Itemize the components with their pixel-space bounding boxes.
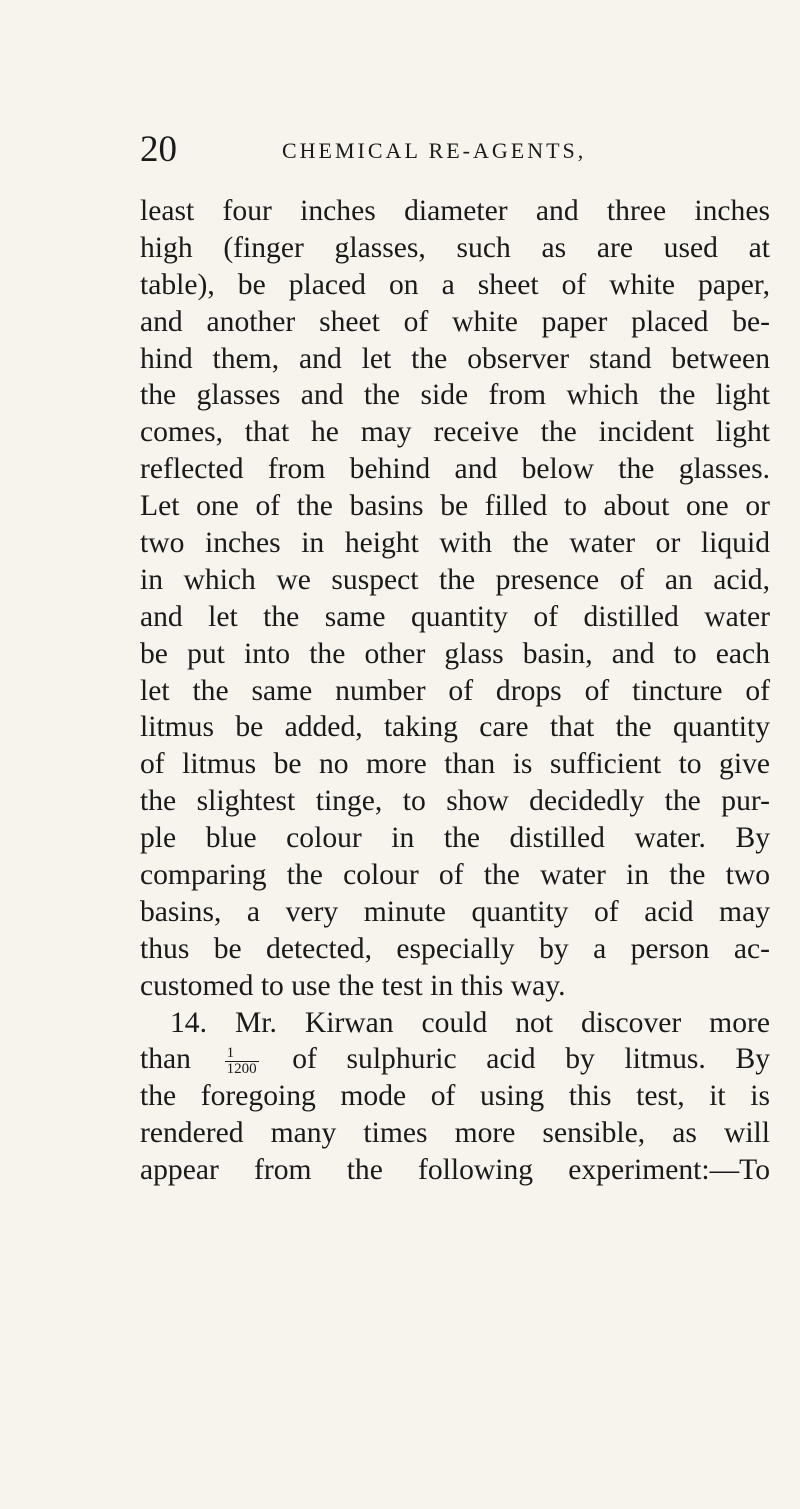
text-line: in which we suspect the presence of an acid, — [140, 563, 770, 596]
text-line: and let the same quantity of distilled water — [140, 600, 770, 633]
running-head: CHEMICAL RE-AGENTS, — [282, 138, 587, 163]
text-line: of litmus be no more than is sufficient to give — [140, 748, 770, 781]
text-line: table), be placed on a sheet of white paper, — [140, 268, 770, 301]
text-line: appear from the following experiment:—To — [140, 1154, 770, 1187]
text-line: high (finger glasses, such as are used at — [140, 231, 770, 264]
text-line-with-fraction — [140, 1041, 770, 1078]
text-line: let the same number of drops of tincture of — [140, 674, 770, 707]
page-number: 20 — [140, 129, 177, 170]
paragraph-14-first-line: 14. Mr. Kirwan could not discover more — [170, 1006, 770, 1039]
text-line: thus be detected, especially by a person ac- — [140, 932, 770, 965]
text-line: be put into the other glass basin, and to each — [140, 637, 770, 670]
text-line: basins, a very minute quantity of acid may — [140, 895, 770, 928]
fraction-numerator: 1 — [225, 1046, 259, 1062]
text-line: the foregoing mode of using this test, it is — [140, 1080, 770, 1113]
text-line: rendered many times more sensible, as will — [140, 1117, 770, 1150]
text-line: least four inches diameter and three inches — [140, 195, 770, 227]
fraction — [225, 1046, 259, 1077]
text-line: the slightest tinge, to show decidedly the pur- — [140, 785, 770, 818]
text-line: hind them, and let the observer stand between — [140, 342, 770, 375]
text-line: comes, that he may receive the incident light — [140, 416, 770, 449]
text-line: comparing the colour of the water in the two — [140, 859, 770, 892]
fraction-denominator: 1200 — [226, 1061, 257, 1078]
text-line: customed to use the test in this way. — [140, 969, 566, 1002]
text-line: ple blue colour in the distilled water. By — [140, 822, 770, 855]
text-line: Let one of the basins be filled to about one or — [140, 490, 770, 523]
text-segment: than — [140, 1043, 191, 1076]
text-segment: of sulphuric acid by litmus. By — [292, 1043, 770, 1076]
text-line: the glasses and the side from which the light — [140, 379, 770, 412]
text-line: reflected from behind and below the glasses. — [140, 453, 770, 486]
text-line: two inches in height with the water or liquid — [140, 527, 770, 560]
text-line: litmus be added, taking care that the quantity — [140, 711, 770, 744]
body-text — [140, 193, 770, 1189]
page-header — [140, 130, 700, 170]
text-line: and another sheet of white paper placed be- — [140, 305, 770, 338]
